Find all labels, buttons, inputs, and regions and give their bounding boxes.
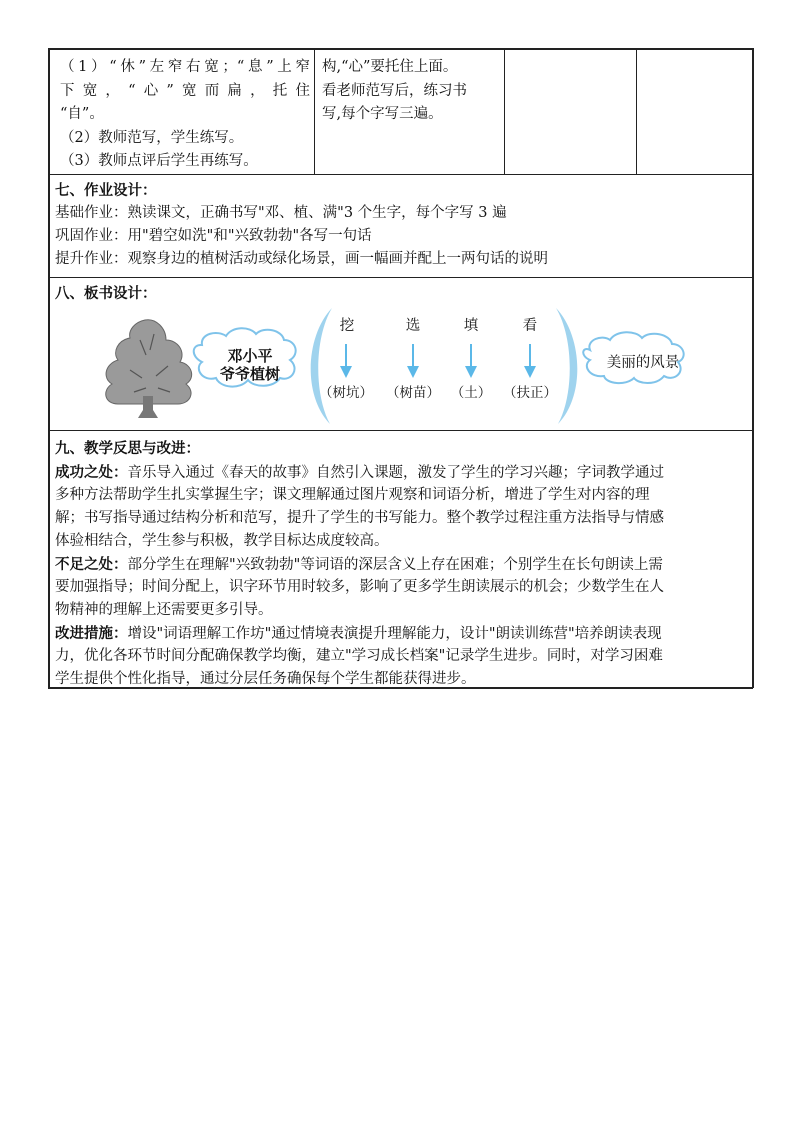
row-divider (48, 174, 753, 175)
arrow (524, 344, 536, 378)
arrow (407, 344, 419, 378)
success-line: 成功之处：音乐导入通过《春天的故事》自然引入课题，激发了学生的学习兴趣；字词教学通过 (55, 464, 664, 481)
board-object: （土） (450, 385, 492, 401)
board-object: （树坑） (319, 385, 373, 401)
homework-line: 提升作业：观察身边的植树活动或绿化场景，画一幅画并配上一两句话的说明 (55, 251, 548, 267)
improve-line: 力，优化各环节时间分配确保教学均衡，建立"学习成长档案"记录学生进步。同时，对学习困难 (55, 648, 663, 664)
cell-line: 下宽，“心”宽而扁，托住 (60, 82, 310, 99)
column-divider (636, 48, 637, 174)
cell-line: （2）教师范写，学生练写。 (60, 129, 244, 146)
board-verb: 挖 (339, 318, 355, 334)
improve-line: 改进措施：增设"词语理解工作坊"通过情境表演提升理解能力，设计"朗读训练营"培养朗读表现 (55, 625, 662, 642)
improve-label: 改进措施： (55, 625, 128, 642)
success-line: 解；书写指导通过结构分析和范写，提升了学生的书写能力。整个教学过程注重方法指导与情感 (55, 510, 664, 526)
board-verb: 填 (463, 318, 479, 334)
column-divider (314, 48, 315, 174)
board-heading: 八、板书设计： (55, 285, 157, 302)
homework-line: 基础作业：熟读课文，正确书写"邓、植、满"3 个生字，每个字写 3 遍 (55, 205, 507, 221)
shortcoming-line: 物精神的理解上还需要更多引导。 (55, 602, 273, 618)
row-divider (48, 277, 753, 278)
success-line: 体验相结合，学生参与积极，教学目标达成度较高。 (55, 533, 389, 549)
board-verb: 看 (522, 318, 538, 334)
arrow (340, 344, 352, 378)
left-bracket (311, 308, 332, 424)
board-verb: 选 (405, 318, 421, 334)
reflection-heading: 九、教学反思与改进： (55, 440, 200, 457)
tree-icon (106, 320, 192, 418)
improve-line: 学生提供个性化指导，通过分层任务确保每个学生都能获得进步。 (55, 671, 476, 687)
table-border-right (752, 48, 754, 688)
cell-line: （3）教师点评后学生再练写。 (60, 153, 258, 169)
cloud-left-title: 邓小平 (227, 347, 273, 365)
table-border-top (48, 48, 753, 50)
cloud-left-subtitle: 爷爷植树 (219, 365, 280, 383)
shortcoming-label: 不足之处： (55, 556, 128, 573)
right-bracket (556, 308, 577, 424)
student-activity-cell (322, 56, 502, 127)
board-object: （扶正） (503, 385, 557, 401)
teaching-steps-cell (60, 56, 310, 174)
cell-line: （1）“休”左窄右宽；“息”上窄 (60, 59, 310, 75)
cell-line: 看老师范写后，练习书 (322, 82, 467, 99)
homework-line: 巩固作业：用"碧空如洗"和"兴致勃勃"各写一句话 (55, 228, 372, 244)
row-divider (48, 430, 753, 431)
shortcoming-line: 要加强指导；时间分配上，识字环节用时较多，影响了更多学生朗读展示的机会；少数学生在人 (55, 579, 664, 595)
board-object: （树苗） (386, 385, 440, 401)
success-line: 多种方法帮助学生扎实掌握生字；课文理解通过图片观察和词语分析，增进了学生对内容的理 (55, 487, 650, 503)
cell-line: 写,每个字写三遍。 (322, 106, 443, 122)
shortcoming-line: 不足之处：部分学生在理解"兴致勃勃"等词语的深层含义上存在困难；个别学生在长句朗读上需 (55, 556, 663, 573)
cloud-right-text: 美丽的风景 (606, 355, 680, 371)
success-label: 成功之处： (55, 464, 128, 481)
arrow (465, 344, 477, 378)
homework-heading: 七、作业设计： (55, 182, 157, 199)
column-divider (504, 48, 505, 174)
cell-line: 构,“心”要托住上面。 (322, 59, 458, 75)
cell-line: “自”。 (60, 106, 104, 122)
